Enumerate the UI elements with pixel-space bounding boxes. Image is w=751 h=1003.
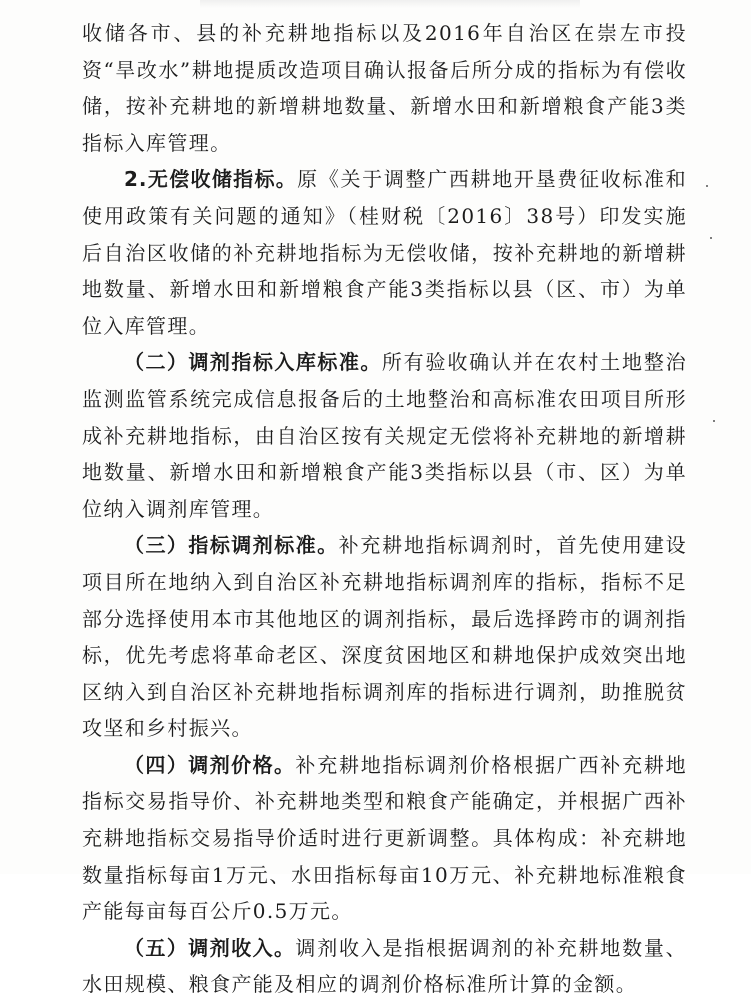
paragraph-text: 调剂收入是指根据调剂的补充耕地数量、水田规模、粮食产能及相应的调剂价格标准所计算的金额。 xyxy=(82,935,687,997)
paragraph-adjustment-standard xyxy=(82,527,687,747)
scan-speck xyxy=(706,185,708,187)
paragraph-text: 收储各市、县的补充耕地指标以及2016年自治区在崇左市投资“旱改水”耕地提质改造项目确认报备后所分成的指标为有偿收储，按补充耕地的新增耕地数量、新增水田和新增粮食产能3类指标入库管理。 xyxy=(82,21,687,155)
document-body xyxy=(82,15,687,1003)
section-heading: 2.无偿收储指标。 xyxy=(124,167,298,192)
paragraph-text: 原《关于调整广西耕地开垦费征收标准和使用政策有关问题的通知》（桂财税〔2016〕38号）印发实施后自治区收储的补充耕地指标为无偿收储，按补充耕地的新增耕地数量、新增水田和新增粮食产能3类指标以县（区、市）为单位入库管理。 xyxy=(82,167,687,338)
section-heading: （二）调剂指标入库标准。 xyxy=(124,350,382,375)
paragraph-text: 补充耕地指标调剂时，首先使用建设项目所在地纳入到自治区补充耕地指标调剂库的指标，指标不足部分选择使用本市其他地区的调剂指标，最后选择跨市的调剂指标，优先考虑将革命老区、深度贫困地区和耕地保护成效突出地区纳入到自治区补充耕地指标调剂库的指标进行调剂，助推脱贫攻坚和乡村振兴。 xyxy=(82,533,687,741)
scan-speck xyxy=(710,237,712,239)
paragraph-free-storage xyxy=(82,161,687,344)
paragraph-text: 所有验收确认并在农村土地整治监测监管系统完成信息报备后的土地整治和高标准农田项目所形成补充耕地指标，由自治区按有关规定无偿将补充耕地的新增耕地数量、新增水田和新增粮食产能3类指标以县（市、区）为单位纳入调剂库管理。 xyxy=(82,350,688,521)
scan-smudge xyxy=(200,0,580,8)
section-heading: （五）调剂收入。 xyxy=(124,935,296,960)
section-heading: （四）调剂价格。 xyxy=(124,752,296,777)
paragraph-adjustment-price xyxy=(82,747,687,930)
paragraph-continuation xyxy=(82,15,687,161)
scan-speck xyxy=(713,420,715,422)
paragraph-adjustment-income xyxy=(82,930,687,1003)
section-heading: （三）指标调剂标准。 xyxy=(124,533,339,558)
paragraph-text: 补充耕地指标调剂价格根据广西补充耕地指标交易指导价、补充耕地类型和粮食产能确定，并根据广西补充耕地指标交易指导价适时进行更新调整。具体构成：补充耕地数量指标每亩1万元、水田指标每亩10万元、补充耕地标准粮食产能每亩每百公斤0.5万元。 xyxy=(82,752,687,924)
paragraph-storage-standard xyxy=(82,344,687,527)
